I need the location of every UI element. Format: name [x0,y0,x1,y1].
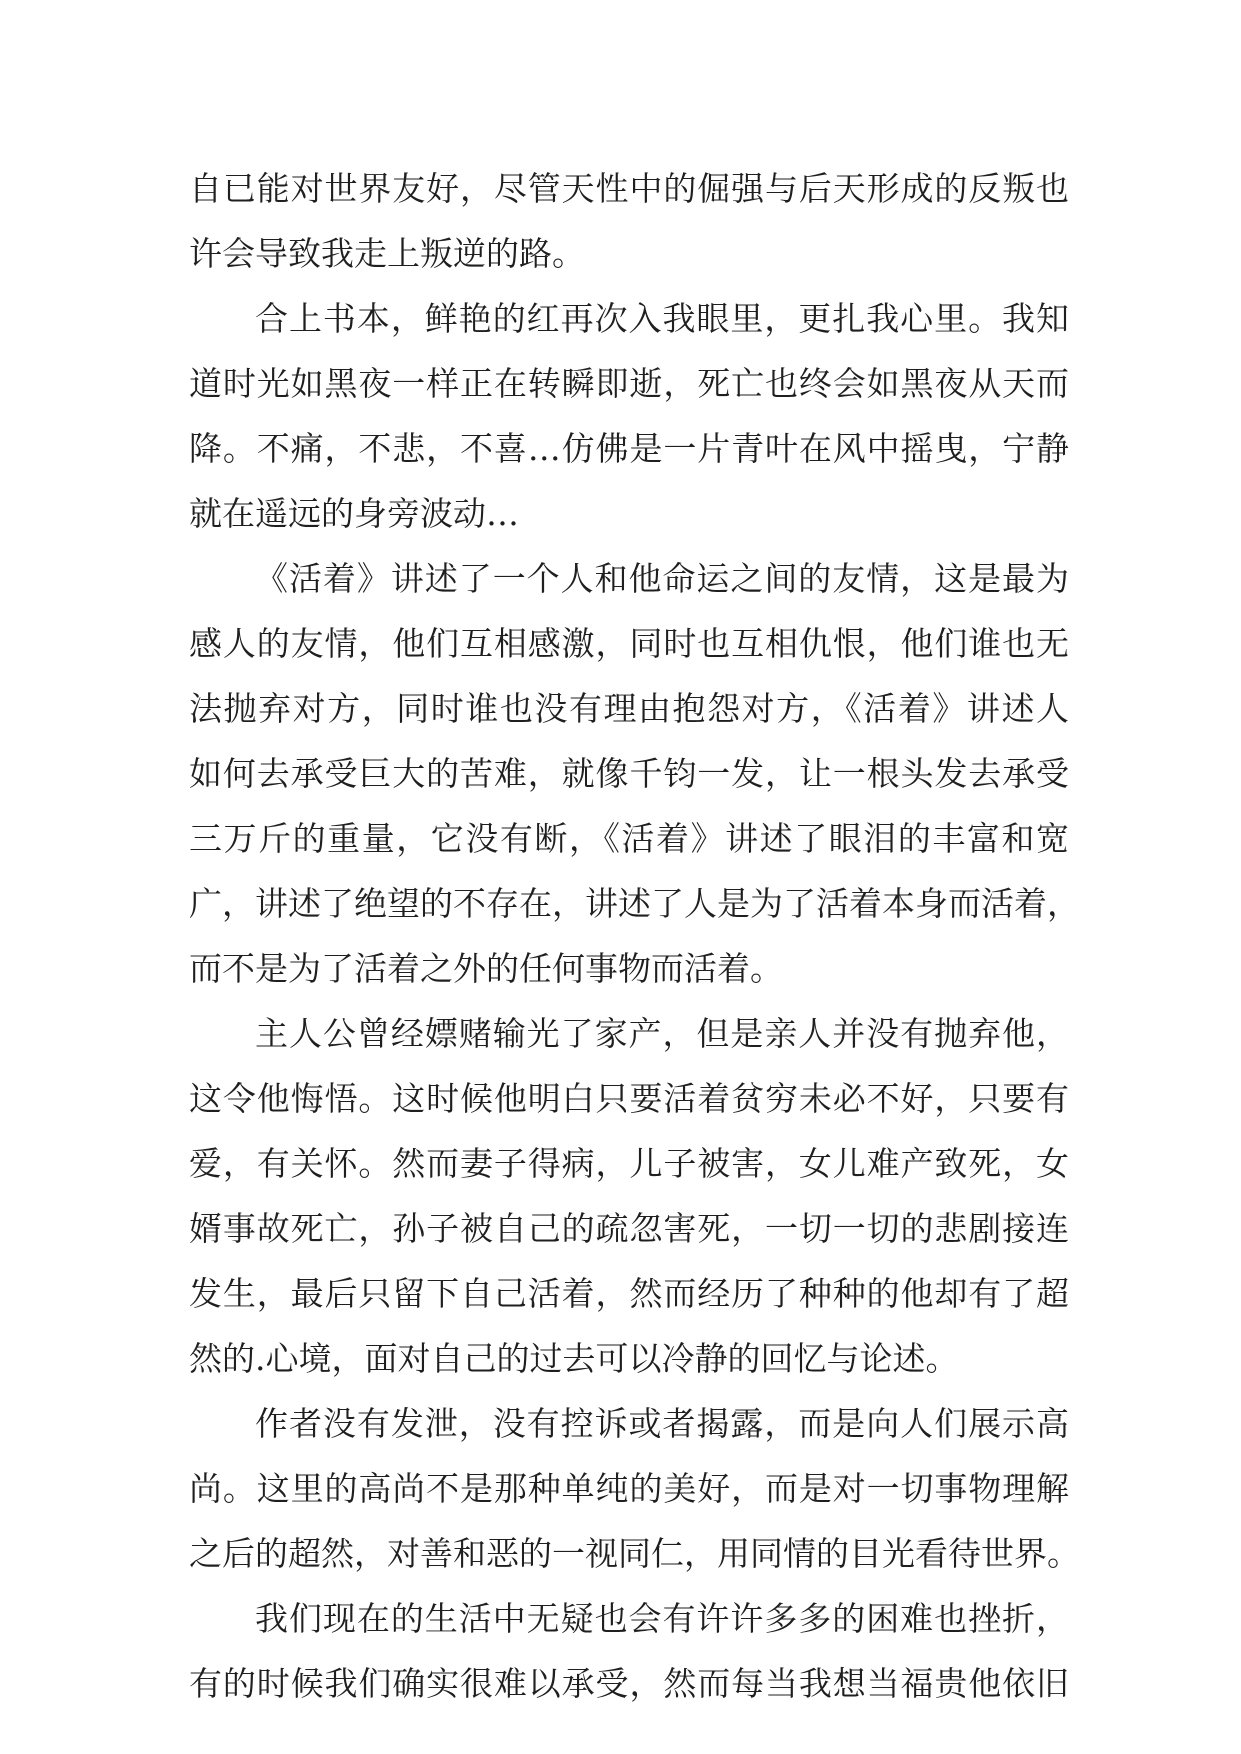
text-line: 然的.心境，面对自己的过去可以冷静的回忆与论述。 [189,1339,959,1378]
body-text [189,156,1080,1716]
text-line: 广，讲述了绝望的不存在，讲述了人是为了活着本身而活着， [189,884,1080,923]
paragraph-first-line: 合上书本，鲜艳的红再次入我眼里，更扎我心里。我知 [255,299,1069,338]
text-line: 许会导致我走上叛逆的路。 [189,234,585,273]
text-line: 三万斤的重量，它没有断，《活着》讲述了眼泪的丰富和宽 [189,819,1069,858]
text-line: 道时光如黑夜一样正在转瞬即逝，死亡也终会如黑夜从天而 [189,364,1069,403]
text-line: 法抛弃对方，同时谁也没有理由抱怨对方，《活着》讲述人 [189,689,1069,728]
text-line: 尚。这里的高尚不是那种单纯的美好，而是对一切事物理解 [189,1469,1069,1508]
text-line: 就在遥远的身旁波动… [189,494,519,533]
paragraph-first-line: 我们现在的生活中无疑也会有许许多多的困难也挫折， [255,1599,1069,1638]
text-line: 降。不痛，不悲，不喜…仿佛是一片青叶在风中摇曳，宁静 [189,429,1069,468]
text-line: 如何去承受巨大的苦难，就像千钧一发，让一根头发去承受 [189,754,1069,793]
text-line: 感人的友情，他们互相感激，同时也互相仇恨，他们谁也无 [189,624,1069,663]
text-line: 婿事故死亡，孙子被自己的疏忽害死，一切一切的悲剧接连 [189,1209,1069,1248]
text-line: 有的时候我们确实很难以承受，然而每当我想当福贵他依旧 [189,1664,1069,1703]
text-line: 自已能对世界友好，尽管天性中的倔强与后天形成的反叛也 [189,169,1069,208]
text-line: 爱，有关怀。然而妻子得病，儿子被害，女儿难产致死，女 [189,1144,1069,1183]
paragraph-first-line: 《活着》讲述了一个人和他命运之间的友情，这是最为 [255,559,1069,598]
text-line: 这令他悔悟。这时候他明白只要活着贫穷未必不好，只要有 [189,1079,1069,1118]
text-line: 之后的超然，对善和恶的一视同仁，用同情的目光看待世界。 [189,1534,1080,1573]
text-line: 发生，最后只留下自己活着，然而经历了种种的他却有了超 [189,1274,1069,1313]
paragraph-first-line: 主人公曾经嫖赌输光了家产，但是亲人并没有抛弃他， [255,1014,1069,1053]
paragraph-first-line: 作者没有发泄，没有控诉或者揭露，而是向人们展示高 [255,1404,1069,1443]
text-line: 而不是为了活着之外的任何事物而活着。 [189,949,783,988]
